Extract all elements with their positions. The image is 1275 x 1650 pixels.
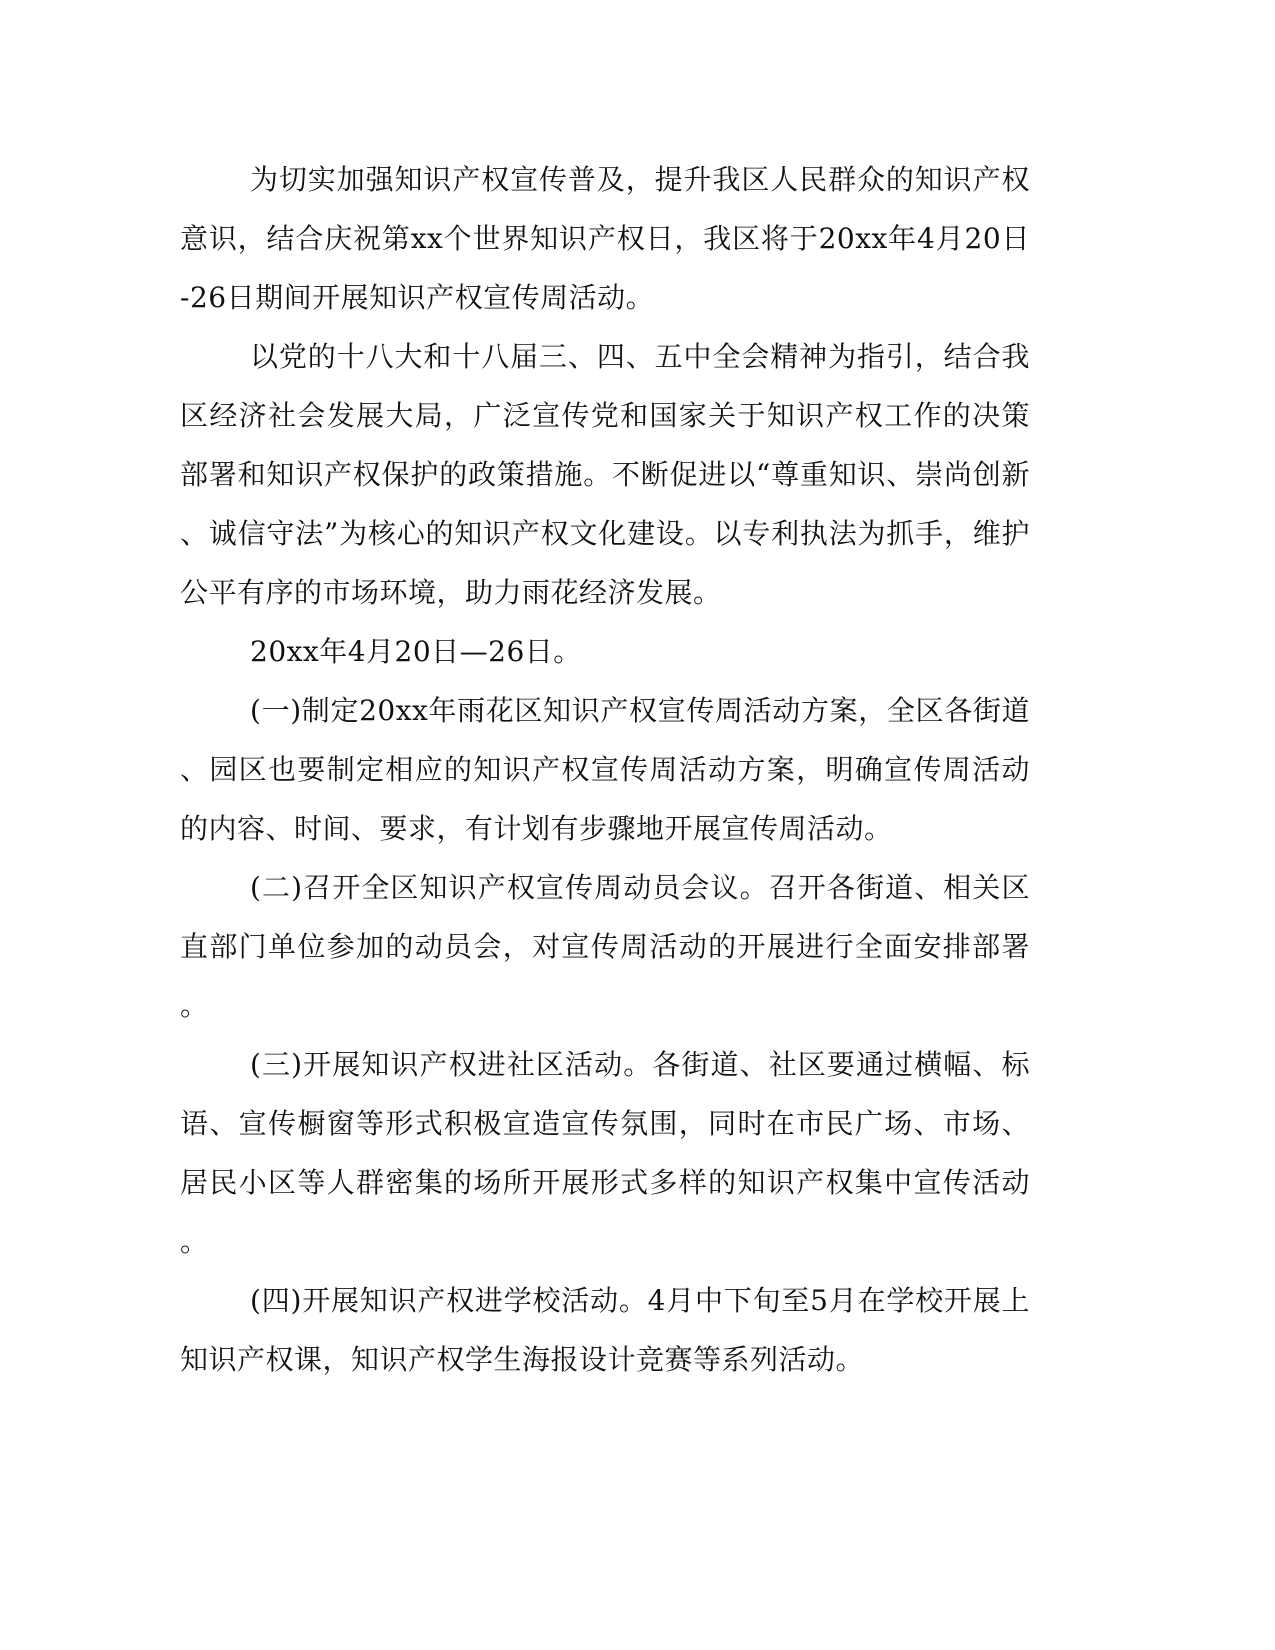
paragraph-date-range: 20xx年4月20日—26日。	[250, 635, 582, 668]
paragraph-item-4: (四)开展知识产权进学校活动。4月中下旬至5月在学校开展上知识产权课，知识产权学生海报设计竞赛等系列活动。	[180, 1284, 1030, 1376]
paragraph-item-2: (二)召开全区知识产权宣传周动员会议。召开各街道、相关区直部门单位参加的动员会，对宣传周活动的开展进行全面安排部署。	[180, 871, 1030, 1022]
document-body	[180, 150, 1030, 1389]
paragraph-item-3: (三)开展知识产权进社区活动。各街道、社区要通过横幅、标语、宣传橱窗等形式积极宣造宣传氛围，同时在市民广场、市场、居民小区等人群密集的场所开展形式多样的知识产权集中宣传活动。	[180, 1048, 1030, 1258]
paragraph-intro: 为切实加强知识产权宣传普及，提升我区人民群众的知识产权意识，结合庆祝第xx个世界知识产权日，我区将于20xx年4月20日-26日期间开展知识产权宣传周活动。	[180, 163, 1030, 314]
paragraph-guiding-principle: 以党的十八大和十八届三、四、五中全会精神为指引，结合我区经济社会发展大局，广泛宣传党和国家关于知识产权工作的决策部署和知识产权保护的政策措施。不断促进以“尊重知识、崇尚创新、诚信守法”为核心的知识产权文化建设。以专利执法为抓手，维护公平有序的市场环境，助力雨花经济发展。	[180, 340, 1030, 609]
paragraph-item-1: (一)制定20xx年雨花区知识产权宣传周活动方案，全区各街道、园区也要制定相应的知识产权宣传周活动方案，明确宣传周活动的内容、时间、要求，有计划有步骤地开展宣传周活动。	[180, 694, 1030, 845]
